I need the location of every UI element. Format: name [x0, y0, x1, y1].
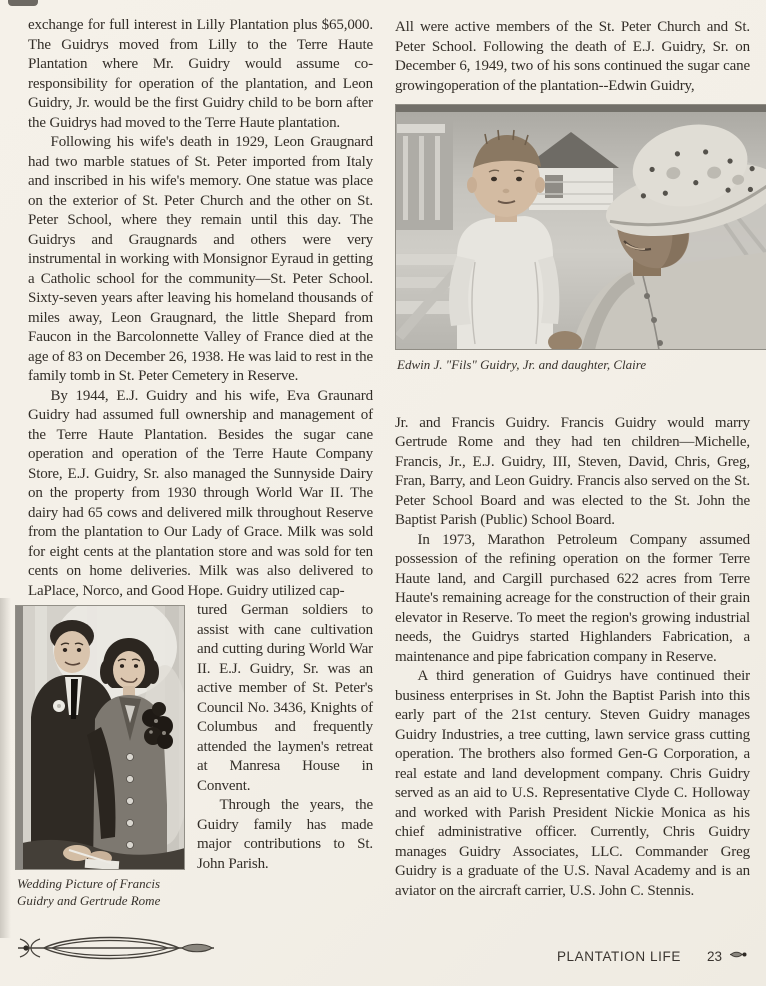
- body-paragraph: tured German soldiers to assist with cane cultivation and cutting during World War II. E.J. Guidry, Sr. was an active member of St. Peter's Council No. 3436, Knights of Columbus and frequently attended the laymen's retreat at Manresa House in Convent.: [197, 602, 373, 794]
- wedding-photo: [15, 605, 185, 870]
- body-paragraph: Following his wife's death in 1929, Leon Graugnard had two marble statues of St. Peter imported from Italy and inscribed in his wife's memory. One statue was place on the exterior of St. Peter Church and the other on St. Peter School, where they remain until this day. The Guidrys and Graugnards and others were very instrumental in working with Monsignor Eyraud in getting a Catholic school for the community—St. Peter School. Sixty-seven years after leaving his homeland thousands of miles away, Leon Graugnard, the little Shepard from Faucon in the Barcolonnette Valley of France died at the age of 83 on December 26, 1938. He was laid to rest in the family tomb in St. Peter Cemetery in Reserve.: [28, 134, 373, 384]
- footer-right: [557, 948, 748, 964]
- footer: [0, 932, 766, 972]
- scan-artifact-top: [8, 0, 38, 6]
- body-paragraph: A third generation of Guidrys have continued their business enterprises in St. John the Baptist Parish into this early part of the 21st century. Steven Guidry manages Guidry Industries, a tree cutting, lawn service grass cutting operation. The brothers also formed Gen-G Corporation, a real estate and land development company. Chris Guidry served as an aid to U.S. Representative Clyde C. Holloway and worked with Parish President Nickie Monica as his chief administrative officer. Currently, Chris Guidry manages Guidry Associates, LLC. Commander Greg Guidry is a graduate of the U.S. Naval Academy and is an aviator on the aircraft carrier, U.S. John C. Stennis.: [395, 668, 750, 899]
- wedding-photo-caption: Wedding Picture of Francis Guidry and Gertrude Rome: [17, 876, 161, 908]
- edwin-photo-caption: Edwin J. "Fils" Guidry, Jr. and daughter, Claire: [397, 357, 647, 372]
- edwin-photo-figure: [395, 104, 766, 374]
- body-paragraph: Through the years, the Guidry family has made major contributions to St. John Parish.: [197, 797, 373, 872]
- body-paragraph: In 1973, Marathon Petroleum Company assumed possession of the refining operation on the former Terre Haute land, and Cargill purchased 622 acres from Terre Haute's remaining acreage for the construction of their grain elevator in Reserve. To meet the region's growing industrial needs, the Guidrys started Highlanders Fabrication, a maintenance and pipe fabrication company in Reserve.: [395, 531, 750, 665]
- footer-page-number: 23: [706, 948, 722, 964]
- scan-edge-shadow: [0, 598, 11, 938]
- wedding-photo-illustration: [15, 605, 185, 870]
- right-column: [395, 16, 750, 911]
- body-paragraph: Jr. and Francis Guidry. Francis Guidry would marry Gertrude Rome and they had ten children—Michelle, Francis, Jr., E.J. Guidry, III, Steven, David, Chris, Greg, Fran, Barry, and Leon Guidry. Francis also served on the St. Peter School Board and was elected to the St. John the Baptist Parish (Public) School Board.: [395, 414, 750, 528]
- footer-section-label: PLANTATION LIFE: [556, 948, 681, 964]
- edwin-photo-illustration: [395, 104, 766, 350]
- body-paragraph: By 1944, E.J. Guidry and his wife, Eva Graunard Guidry had assumed full ownership and management of the Terre Haute Plantation. Besides the sugar cane operation and operation of the Terre Haute Company Store, E.J. Guidry, Sr. also managed the Sunnyside Dairy on the property from 1930 through World War II. The dairy had 65 cows and delivered milk throughout Reserve from the plantation to Our Lady of Grace. Milk was sold for eight cents at the plantation store and was sold for ten cents on home deliveries. Milk was also delivered to LaPlace, Norco, and Good Hope. Guidry utilized cap-: [28, 387, 373, 599]
- edwin-photo: [395, 104, 766, 350]
- footer-ornament-icon: [728, 948, 748, 964]
- left-column: [17, 16, 373, 911]
- body-paragraph: All were active members of the St. Peter Church and St. Peter School. Following the death of E.J. Guidry, Sr. on December 6, 1949, two of his sons continued the sugar cane growingoperation of the plantation--Edwin Guidry,: [395, 19, 750, 94]
- body-paragraph: exchange for full interest in Lilly Plantation plus $65,000. The Guidrys moved from Lilly to the Terre Haute Plantation where Mr. Guidry would assume co-responsibility for operation of the plantation, and Leon Guidry, Jr. would be the first Guidry child to be born after the Guidrys had moved to the Terre Haute plantation.: [28, 17, 373, 131]
- footer-flourish-icon: [16, 931, 216, 970]
- wedding-photo-figure: [15, 605, 185, 909]
